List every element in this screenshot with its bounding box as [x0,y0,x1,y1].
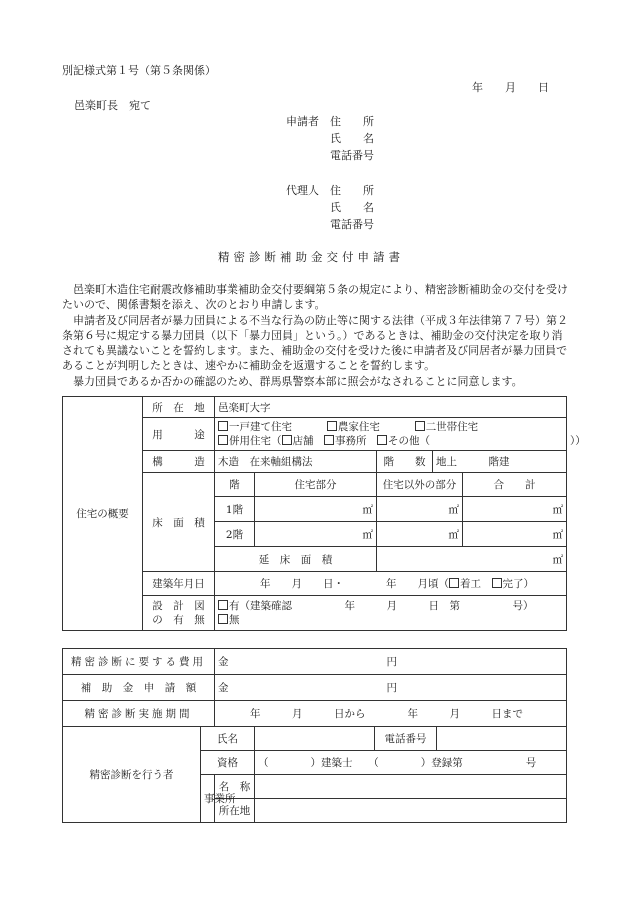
agent-label: 代理人 [286,184,319,197]
floors-value[interactable]: 地上 階建 [433,451,567,473]
floor-2-residential[interactable]: ㎡ [255,522,377,547]
checkbox-office[interactable] [324,435,334,445]
checkbox-design-yes[interactable] [218,600,228,610]
period-value[interactable] [215,701,567,727]
built-date-text: 年 月 日・ 年 月頃（ [260,578,449,590]
inspector-label: 精密診断を行う者 [63,727,201,823]
total-col-header: 合 計 [463,473,567,497]
inspector-phone-value[interactable] [437,727,567,751]
floor-col-header: 階 [215,473,255,497]
opt-other: その他（ [388,435,430,447]
opt-combined: 併用住宅（ [229,435,282,447]
use-label: 用 途 [143,418,215,451]
built-date-value[interactable] [215,572,567,596]
applicant-label: 申請者 [286,115,319,128]
amount-label: 補 助 金 申 請 額 [63,675,215,701]
date-line: 年 月 日 [472,81,549,94]
non-residential-col-header: 住宅以外の部分 [377,473,463,497]
floors-label: 階 数 [377,451,433,473]
applicant-phone-label: 電話番号 [330,149,374,162]
period-text: 年 月 日から 年 月 日まで [250,708,524,720]
opt-two-generation: 二世帯住宅 [425,421,479,433]
use-options [215,418,586,451]
opt-office: 事務所 [335,435,367,447]
floor-1-non-residential[interactable]: ㎡ [377,497,463,522]
addressee: 邑楽町長 宛て [74,99,151,112]
design-label-line-2: の 有 無 [152,614,205,626]
agent-phone-label: 電話番号 [330,218,374,231]
structure-label: 構 造 [143,451,215,473]
opt-design-no: 無 [229,614,240,626]
checkbox-shop[interactable] [282,435,292,445]
design-options [215,596,567,631]
location-label: 所 在 地 [143,397,215,418]
residential-col-header: 住宅部分 [255,473,377,497]
floor-1-total[interactable]: ㎡ [463,497,567,522]
structure-value[interactable]: 木造 在来軸組構法 [215,451,377,473]
opt-farm: 農家住宅 [337,421,380,433]
cost-label: 精密診断に要する費用 [63,649,215,675]
design-label [143,596,215,631]
paragraph-2: 申請者及び同居者が暴力団員による不当な行為の防止等に関する法律（平成３年法律第７７号）第２条第６号に規定する暴力団員（以下「暴力団員」という。）であるときは、補助金の交付決定を取り消されても異議ないことを誓約します。また、補助金の交付を受けた後に申請者及び同居者が暴力団員であることが判明したときは、速やかに補助金を返還することを誓約します。 [62,313,568,373]
cost-yen: 円 [386,656,398,668]
inspector-phone-label: 電話番号 [375,727,437,751]
document-title: 精密診断補助金交付申請書 [218,250,404,264]
opt-start: 着工 [460,578,481,590]
form-number: 別記様式第１号（第５条関係） [62,64,216,77]
inspector-name-label: 氏名 [201,727,255,751]
agent-name-label: 氏 名 [330,201,374,214]
floor-area-label: 床 面 積 [143,473,215,572]
opt-design-yes: 有（建築確認 年 月 日 第 号） [229,600,534,612]
housing-overview-label: 住宅の概要 [63,397,143,631]
application-table [62,396,586,631]
period-label: 精密診断実施期間 [63,701,215,727]
office-label: 事業所 [201,775,215,823]
body-text [62,282,572,389]
paragraph-1: 邑楽町木造住宅耐震改修補助事業補助金交付要綱第５条の規定により、精密診断補助金の交付を受けたいので、関係書類を添え、次のとおり申請します。 [62,283,568,312]
floor-2-total[interactable]: ㎡ [463,522,567,547]
floor-1-label: 1階 [215,497,255,522]
office-address-value[interactable] [255,799,567,823]
agent-address-label: 住 所 [330,184,374,197]
total-floor-area-value[interactable]: ㎡ [377,547,567,572]
total-floor-area-label: 延 床 面 積 [215,547,377,572]
opt-shop: 店舗 [292,435,314,447]
checkbox-design-no[interactable] [218,614,228,624]
checkbox-combined[interactable] [218,435,228,445]
floor-1-residential[interactable]: ㎡ [255,497,377,522]
amount-value[interactable] [215,675,567,701]
office-name-label: 名 称 [215,775,255,799]
office-address-label: 所在地 [215,799,255,823]
checkbox-farm[interactable] [327,421,337,431]
qualification-label: 資格 [201,751,255,775]
checkbox-start[interactable] [449,578,459,588]
paragraph-3: 暴力団員であるか否かの確認のため、群馬県警察本部に照会がなされることに同意します。 [62,374,523,388]
amount-yen-prefix: 金 [218,682,229,694]
location-value[interactable]: 邑楽町大字 [215,397,567,418]
checkbox-two-generation[interactable] [415,421,425,431]
office-name-value[interactable] [255,775,567,799]
inspector-name-value[interactable] [255,727,375,751]
cost-value[interactable] [215,649,567,675]
checkbox-detached[interactable] [218,421,228,431]
floor-2-non-residential[interactable]: ㎡ [377,522,463,547]
checkbox-complete[interactable] [492,578,502,588]
checkbox-other[interactable] [377,435,387,445]
design-label-line-1: 設 計 図 [152,600,205,612]
opt-complete: 完了） [502,578,534,590]
floor-2-label: 2階 [215,522,255,547]
cost-yen-prefix: 金 [218,656,229,668]
amount-yen: 円 [386,682,398,694]
cost-table [62,648,567,823]
built-date-label: 建築年月日 [143,572,215,596]
applicant-name-label: 氏 名 [330,132,374,145]
opt-detached: 一戸建て住宅 [229,421,292,433]
opt-close: ）） [570,435,586,447]
qualification-value[interactable]: （ ）建築士 （ ）登録第 号 [255,751,567,775]
applicant-address-label: 住 所 [330,115,374,128]
